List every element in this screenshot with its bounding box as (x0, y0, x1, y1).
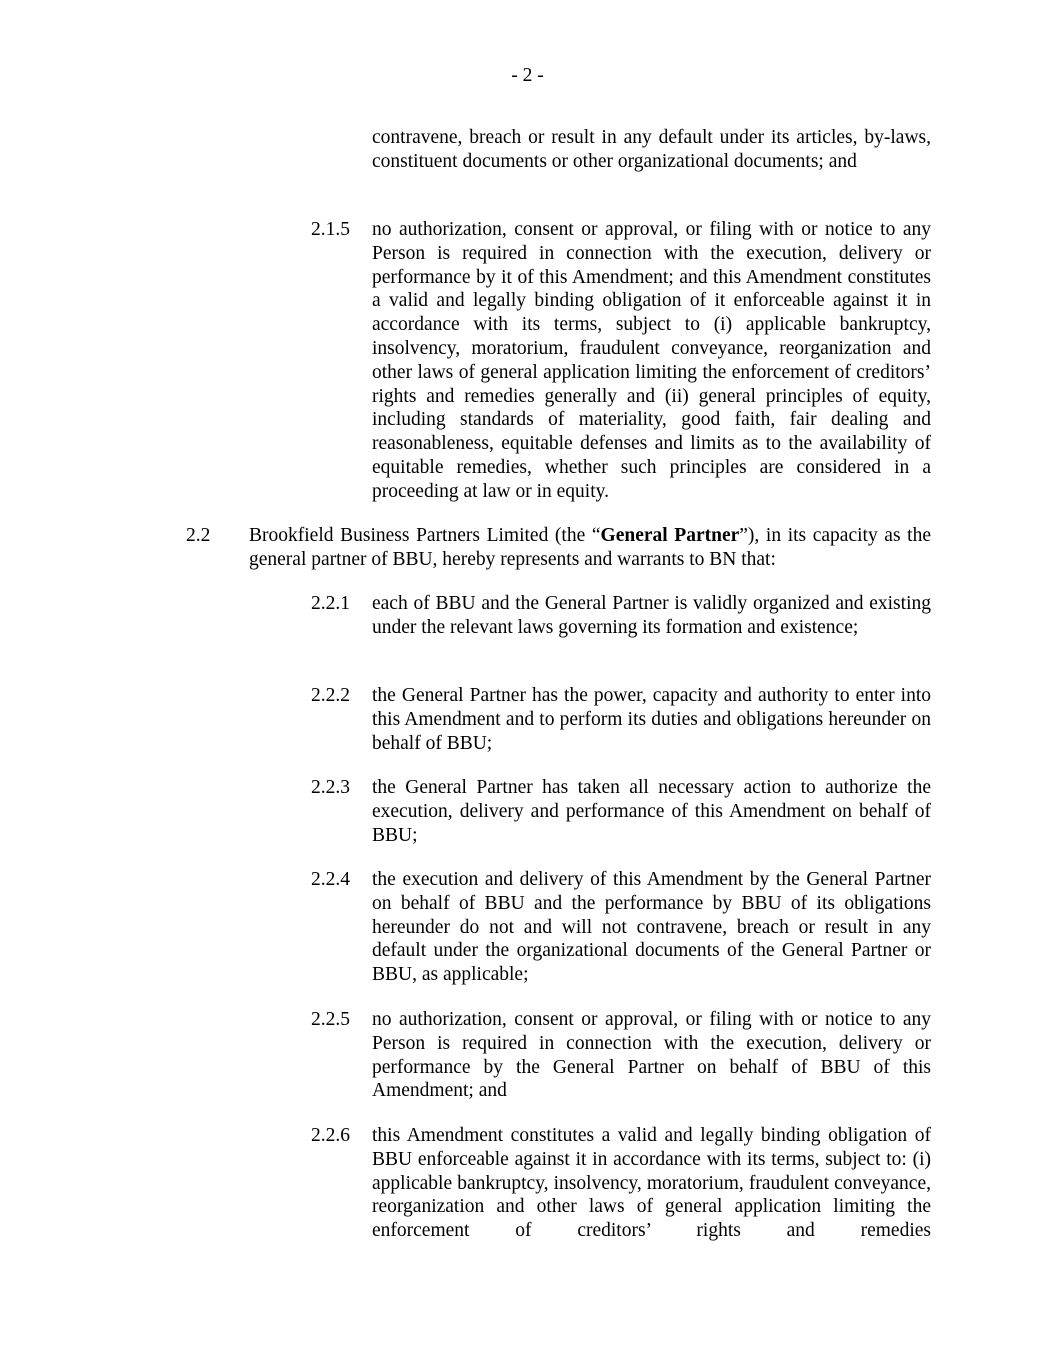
clause-2-2-text-before: Brookfield Business Partners Limited (the “ (249, 525, 601, 546)
clause-2-2-1-text: each of BBU and the General Partner is validly organized and existing under the relevant laws governing its formation and existence; (372, 593, 931, 638)
clause-2-2-1-number: 2.2.1 (311, 593, 350, 614)
clause-2-2-6-text: this Amendment constitutes a valid and legally binding obligation of BBU enforceable against it in accordance with its terms, subject to: (i) applicable bankruptcy, insolvency, moratorium, fraudulent conveyance, reorganization and other laws of general application limiting the enforcement of creditors’ rights and remedies (372, 1125, 931, 1242)
defined-term-general-partner: General Partner (600, 525, 740, 546)
clause-2-2-3-number: 2.2.3 (311, 777, 350, 798)
clause-2-2-number: 2.2 (186, 525, 211, 546)
clause-2-2-text-after: ”), in its capacity as the general partner of BBU, hereby represents and warrants to BN that: (249, 525, 931, 570)
clause-2-2-5-text: no authorization, consent or approval, or filing with or notice to any Person is required in connection with the execution, delivery or performance by the General Partner on behalf of BBU of this Amendment; and (372, 1009, 931, 1102)
clause-continuation-text: contravene, breach or result in any default under its articles, by-laws, constituent documents or other organizational documents; and (372, 127, 931, 172)
clause-2-1-5-number: 2.1.5 (311, 219, 350, 240)
clause-2-2-3-text: the General Partner has taken all necessary action to authorize the execution, delivery and performance of this Amendment on behalf of BBU; (372, 777, 931, 846)
page-number: - 2 - (511, 65, 544, 86)
clause-2-1-5-text: no authorization, consent or approval, or filing with or notice to any Person is required in connection with the execution, delivery or performance by it of this Amendment; and this Amendment constitutes a valid and legally binding obligation of it enforceable against it in accordance with its terms, subject to (i) applicable bankruptcy, insolvency, moratorium, fraudulent conveyance, reorganization and other laws of general application limiting the enforcement of creditors’ rights and remedies generally and (ii) general principles of equity, including standards of materiality, good faith, fair dealing and reasonableness, equitable defenses and limits as to the availability of equitable remedies, whether such principles are considered in a proceeding at law or in equity. (372, 219, 931, 502)
clause-2-2-2-number: 2.2.2 (311, 685, 350, 706)
clause-2-2-4-number: 2.2.4 (311, 869, 350, 890)
clause-2-2-4-text: the execution and delivery of this Amendment by the General Partner on behalf of BBU and the performance by BBU of its obligations hereunder do not and will not contravene, breach or result in any default under the organizational documents of the General Partner or BBU, as applicable; (372, 869, 931, 986)
clause-2-2-text (249, 524, 931, 572)
clause-2-2-2-text: the General Partner has the power, capacity and authority to enter into this Amendment and to perform its duties and obligations hereunder on behalf of BBU; (372, 685, 931, 754)
clause-2-2-6-number: 2.2.6 (311, 1125, 350, 1146)
clause-2-2-5-number: 2.2.5 (311, 1009, 350, 1030)
